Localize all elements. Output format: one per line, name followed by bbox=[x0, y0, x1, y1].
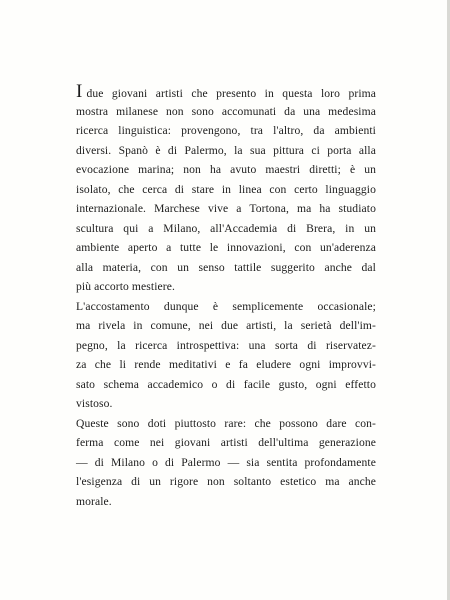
line-text: ma rivela in comune, nei due artisti, la serietà dell'im- bbox=[76, 319, 376, 332]
line-text: internazionale. Marchese vive a Tortona, ma ha studiato bbox=[76, 202, 376, 215]
text-line bbox=[76, 219, 376, 239]
text-line bbox=[76, 102, 376, 122]
text-line bbox=[76, 375, 376, 395]
line-text: più accorto mestiere. bbox=[76, 280, 175, 293]
text-line bbox=[76, 199, 376, 219]
text-line bbox=[76, 336, 376, 356]
text-line bbox=[76, 316, 376, 336]
text-line bbox=[76, 238, 376, 258]
line-text: pegno, la ricerca introspettiva: una sorta di riservatez- bbox=[76, 338, 376, 352]
text-line bbox=[76, 258, 376, 278]
text-line bbox=[76, 414, 376, 434]
text-line bbox=[76, 121, 376, 141]
text-line bbox=[76, 492, 376, 512]
line-text: alla materia, con un senso tattile suggerito anche dal bbox=[76, 260, 376, 274]
line-text: vistoso. bbox=[76, 397, 113, 410]
initial-letter: I bbox=[76, 81, 83, 102]
text-line bbox=[76, 355, 376, 375]
line-text: L'accostamento dunque è semplicemente occasionale; bbox=[76, 299, 376, 313]
line-text: — di Milano o di Palermo — sia sentita profondamente bbox=[76, 455, 376, 469]
line-text: evocazione marina; non ha avuto maestri diretti; è un bbox=[76, 163, 376, 176]
line-text: morale. bbox=[76, 494, 112, 508]
body-text bbox=[76, 82, 376, 511]
line-text: sato schema accademico o di facile gusto, ogni effetto bbox=[76, 377, 376, 391]
line-text: scultura qui a Milano, all'Accademia di Brera, in un bbox=[76, 221, 376, 235]
text-line bbox=[76, 433, 376, 453]
text-line bbox=[76, 82, 376, 102]
line-text: ricerca linguistica: provengono, tra l'altro, da ambienti bbox=[76, 124, 376, 137]
line-text: mostra milanese non sono accomunati da una medesima bbox=[76, 104, 376, 118]
line-text: due giovani artisti che presento in questa loro prima bbox=[86, 87, 376, 100]
text-line bbox=[76, 394, 376, 414]
text-line bbox=[76, 160, 376, 180]
text-line bbox=[76, 141, 376, 161]
line-text: diversi. Spanò è di Palermo, la sua pittura ci porta alla bbox=[76, 143, 376, 157]
line-text: l'esigenza di un rigore non soltanto estetico ma anche bbox=[76, 475, 376, 488]
line-text: ferma come nei giovani artisti dell'ultima generazione bbox=[76, 436, 376, 449]
text-line bbox=[76, 297, 376, 317]
text-line bbox=[76, 453, 376, 473]
text-line bbox=[76, 277, 376, 297]
text-line bbox=[76, 180, 376, 200]
text-line bbox=[76, 472, 376, 492]
line-text: Queste sono doti piuttosto rare: che possono dare con- bbox=[76, 416, 376, 430]
line-text: ambiente aperto a tutte le innovazioni, con un'aderenza bbox=[76, 241, 376, 254]
line-text: za che li rende meditativi e fa eludere ogni improvvi- bbox=[76, 358, 376, 371]
line-text: isolato, che cerca di stare in linea con certo linguaggio bbox=[76, 182, 376, 196]
